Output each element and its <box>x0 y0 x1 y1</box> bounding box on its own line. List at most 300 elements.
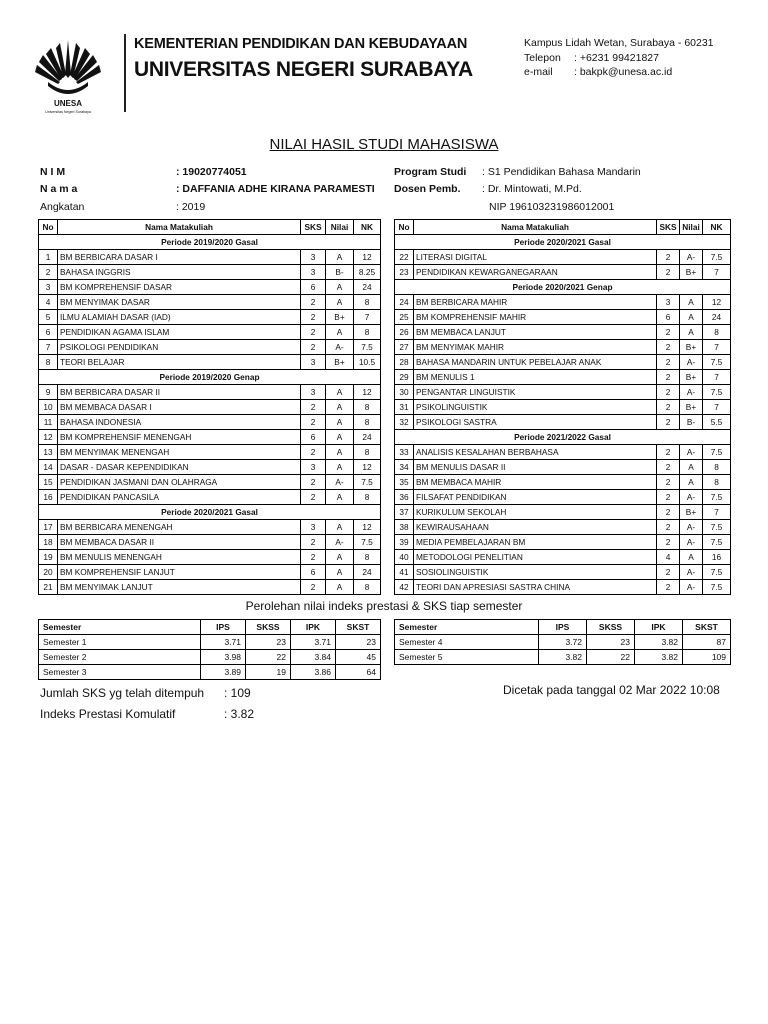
col-ipk: IPK <box>635 620 683 635</box>
course-no: 3 <box>39 280 58 295</box>
course-row <box>395 370 731 385</box>
course-nk: 12 <box>354 385 381 400</box>
course-sks: 2 <box>301 535 326 550</box>
semester-semester: Semester 2 <box>39 650 201 665</box>
course-grade: B+ <box>680 505 703 520</box>
course-row <box>395 460 731 475</box>
semester-ipk: 3.82 <box>635 635 683 650</box>
course-name: BM MENULIS 1 <box>414 370 657 385</box>
course-grade: B+ <box>680 370 703 385</box>
course-no: 38 <box>395 520 414 535</box>
course-no: 18 <box>39 535 58 550</box>
course-sks: 3 <box>301 265 326 280</box>
course-table-right <box>394 219 731 595</box>
course-nk: 8 <box>354 550 381 565</box>
course-no: 35 <box>395 475 414 490</box>
course-no: 36 <box>395 490 414 505</box>
course-no: 5 <box>39 310 58 325</box>
course-no: 37 <box>395 505 414 520</box>
col-semester: Semester <box>39 620 201 635</box>
course-row <box>395 355 731 370</box>
course-grade: A- <box>680 355 703 370</box>
university-name: UNIVERSITAS NEGERI SURABAYA <box>134 58 473 81</box>
course-nk: 7.5 <box>703 565 731 580</box>
unesa-logo <box>34 38 102 114</box>
course-no: 41 <box>395 565 414 580</box>
course-nk: 7.5 <box>703 580 731 595</box>
course-row <box>39 295 381 310</box>
period-row <box>395 235 731 250</box>
semester-ipk: 3.71 <box>291 635 336 650</box>
course-no: 33 <box>395 445 414 460</box>
course-nk: 8 <box>354 580 381 595</box>
course-sks: 2 <box>657 565 680 580</box>
col-no: No <box>395 220 414 235</box>
course-name: KEWIRAUSAHAAN <box>414 520 657 535</box>
course-sks: 2 <box>657 460 680 475</box>
course-name: BM MENULIS DASAR II <box>414 460 657 475</box>
course-nk: 7 <box>703 370 731 385</box>
course-sks: 6 <box>301 430 326 445</box>
course-grade: B- <box>326 265 354 280</box>
course-grade: A <box>326 445 354 460</box>
course-row <box>39 460 381 475</box>
course-row <box>395 265 731 280</box>
course-name: FILSAFAT PENDIDIKAN <box>414 490 657 505</box>
course-row <box>395 415 731 430</box>
semester-semester: Semester 4 <box>395 635 539 650</box>
course-no: 21 <box>39 580 58 595</box>
course-sks: 2 <box>657 445 680 460</box>
course-name: MEDIA PEMBELAJARAN BM <box>414 535 657 550</box>
course-row <box>39 265 381 280</box>
course-nk: 24 <box>354 430 381 445</box>
course-nk: 7.5 <box>703 520 731 535</box>
course-sks: 2 <box>301 295 326 310</box>
prodi-value: : S1 Pendidikan Bahasa Mandarin <box>482 166 641 178</box>
course-name: PENDIDIKAN KEWARGANEGARAAN <box>414 265 657 280</box>
course-sks: 2 <box>301 400 326 415</box>
course-name: BM MENYIMAK MENENGAH <box>58 445 301 460</box>
course-row <box>39 280 381 295</box>
semester-skss: 23 <box>246 635 291 650</box>
course-no: 4 <box>39 295 58 310</box>
course-name: BM KOMPREHENSIF MENENGAH <box>58 430 301 445</box>
semester-skss: 19 <box>246 665 291 680</box>
course-row <box>395 490 731 505</box>
course-sks: 3 <box>301 355 326 370</box>
email-line <box>524 65 714 80</box>
course-nk: 8 <box>354 415 381 430</box>
email-label: e-mail <box>524 66 553 78</box>
course-sks: 2 <box>657 265 680 280</box>
semester-skss: 22 <box>587 650 635 665</box>
course-row <box>39 340 381 355</box>
course-nk: 8 <box>354 295 381 310</box>
course-grade: A <box>680 325 703 340</box>
course-sks: 6 <box>301 565 326 580</box>
period-row <box>395 280 731 295</box>
course-grade: A <box>326 415 354 430</box>
course-sks: 6 <box>301 280 326 295</box>
course-row <box>395 250 731 265</box>
print-date: Dicetak pada tanggal 02 Mar 2022 10:08 <box>503 683 720 697</box>
course-grade: A <box>326 490 354 505</box>
course-nk: 7 <box>703 505 731 520</box>
course-grade: A- <box>680 520 703 535</box>
course-grade: A <box>326 430 354 445</box>
col-course: Nama Matakuliah <box>414 220 657 235</box>
course-sks: 2 <box>657 505 680 520</box>
semester-row <box>39 635 381 650</box>
period-label: Periode 2020/2021 Gasal <box>39 505 381 520</box>
course-no: 13 <box>39 445 58 460</box>
logo-subtext: Universitas Negeri Surabaya <box>45 110 91 114</box>
course-sks: 2 <box>301 340 326 355</box>
course-name: BM MENULIS MENENGAH <box>58 550 301 565</box>
course-grade: A <box>326 280 354 295</box>
course-grade: A- <box>680 565 703 580</box>
course-row <box>395 550 731 565</box>
logo-text: UNESA <box>53 99 83 108</box>
nim-value: : 19020774051 <box>176 166 247 178</box>
course-sks: 2 <box>301 415 326 430</box>
period-label: Periode 2020/2021 Genap <box>395 280 731 295</box>
course-no: 27 <box>395 340 414 355</box>
course-name: BM KOMPREHENSIF MAHIR <box>414 310 657 325</box>
course-row <box>39 565 381 580</box>
course-row <box>395 475 731 490</box>
course-nk: 7.5 <box>703 250 731 265</box>
semester-ips: 3.72 <box>539 635 587 650</box>
semester-row <box>395 650 731 665</box>
course-no: 11 <box>39 415 58 430</box>
semester-skst: 45 <box>336 650 381 665</box>
course-no: 25 <box>395 310 414 325</box>
course-name: BM BERBICARA MAHIR <box>414 295 657 310</box>
summary-header-row <box>39 620 381 635</box>
phone-label: Telepon <box>524 51 561 64</box>
course-nk: 7.5 <box>703 535 731 550</box>
angkatan-label: Angkatan <box>40 201 85 213</box>
course-name: ILMU ALAMIAH DASAR (IAD) <box>58 310 301 325</box>
course-row <box>395 505 731 520</box>
semester-skst: 109 <box>683 650 731 665</box>
summary-header-row <box>395 620 731 635</box>
course-nk: 12 <box>354 520 381 535</box>
semester-semester: Semester 5 <box>395 650 539 665</box>
semester-skss: 22 <box>246 650 291 665</box>
course-nk: 8 <box>354 445 381 460</box>
col-semester: Semester <box>395 620 539 635</box>
ministry-name: KEMENTERIAN PENDIDIKAN DAN KEBUDAYAAN <box>134 36 468 52</box>
course-sks: 2 <box>657 340 680 355</box>
course-row <box>395 295 731 310</box>
course-nk: 7.5 <box>703 385 731 400</box>
course-sks: 2 <box>301 445 326 460</box>
course-name: BM MEMBACA LANJUT <box>414 325 657 340</box>
summary-table-left <box>38 619 381 680</box>
course-row <box>395 445 731 460</box>
course-name: BM MEMBACA MAHIR <box>414 475 657 490</box>
course-name: TEORI DAN APRESIASI SASTRA CHINA <box>414 580 657 595</box>
course-grade: B+ <box>680 400 703 415</box>
course-grade: A <box>680 475 703 490</box>
course-nk: 12 <box>703 295 731 310</box>
course-name: LITERASI DIGITAL <box>414 250 657 265</box>
course-sks: 2 <box>657 325 680 340</box>
course-no: 22 <box>395 250 414 265</box>
course-sks: 6 <box>657 310 680 325</box>
course-nk: 7 <box>703 265 731 280</box>
col-ips: IPS <box>539 620 587 635</box>
course-nk: 12 <box>354 250 381 265</box>
course-name: DASAR - DASAR KEPENDIDIKAN <box>58 460 301 475</box>
course-nk: 8 <box>703 325 731 340</box>
course-grade: A- <box>326 340 354 355</box>
name-value: : DAFFANIA ADHE KIRANA PARAMESTI <box>176 183 375 195</box>
period-label: Periode 2019/2020 Gasal <box>39 235 381 250</box>
period-row <box>39 505 381 520</box>
course-sks: 2 <box>657 415 680 430</box>
course-sks: 2 <box>657 385 680 400</box>
course-row <box>395 400 731 415</box>
semester-ipk: 3.84 <box>291 650 336 665</box>
course-nk: 12 <box>354 460 381 475</box>
dosen-value: : Dr. Mintowati, M.Pd. <box>482 183 582 195</box>
course-row <box>395 310 731 325</box>
course-row <box>39 355 381 370</box>
course-name: BM MENYIMAK MAHIR <box>414 340 657 355</box>
table-header-row <box>395 220 731 235</box>
col-skss: SKSS <box>587 620 635 635</box>
course-name: PENGANTAR LINGUISTIK <box>414 385 657 400</box>
col-grade: Nilai <box>680 220 703 235</box>
summary-table-right <box>394 619 731 665</box>
semester-row <box>395 635 731 650</box>
col-sks: SKS <box>301 220 326 235</box>
course-row <box>39 535 381 550</box>
course-no: 30 <box>395 385 414 400</box>
col-skst: SKST <box>683 620 731 635</box>
course-grade: B+ <box>680 265 703 280</box>
course-nk: 8 <box>354 490 381 505</box>
course-row <box>395 565 731 580</box>
course-name: BAHASA INDONESIA <box>58 415 301 430</box>
course-sks: 2 <box>657 250 680 265</box>
course-name: BM MENYIMAK DASAR <box>58 295 301 310</box>
period-row <box>39 370 381 385</box>
header-divider <box>124 34 126 112</box>
course-grade: A <box>326 400 354 415</box>
course-grade: B+ <box>326 355 354 370</box>
course-name: BM BERBICARA MENENGAH <box>58 520 301 535</box>
course-sks: 2 <box>657 475 680 490</box>
course-grade: A <box>326 520 354 535</box>
course-row <box>39 445 381 460</box>
ipk-value: : 3.82 <box>224 707 255 721</box>
course-nk: 8 <box>703 460 731 475</box>
course-grade: A- <box>680 580 703 595</box>
course-name: SOSIOLINGUISTIK <box>414 565 657 580</box>
course-name: KURIKULUM SEKOLAH <box>414 505 657 520</box>
course-sks: 2 <box>657 370 680 385</box>
semester-ipk: 3.82 <box>635 650 683 665</box>
course-no: 29 <box>395 370 414 385</box>
course-row <box>39 415 381 430</box>
course-nk: 7.5 <box>354 475 381 490</box>
course-sks: 3 <box>657 295 680 310</box>
course-grade: A- <box>326 475 354 490</box>
course-name: BM MEMBACA DASAR II <box>58 535 301 550</box>
course-name: METODOLOGI PENELITIAN <box>414 550 657 565</box>
course-name: PENDIDIKAN JASMANI DAN OLAHRAGA <box>58 475 301 490</box>
dosen-label: Dosen Pemb. <box>394 183 461 195</box>
course-row <box>39 400 381 415</box>
course-no: 1 <box>39 250 58 265</box>
course-row <box>39 310 381 325</box>
course-row <box>39 430 381 445</box>
course-sks: 2 <box>301 550 326 565</box>
course-grade: A- <box>680 535 703 550</box>
col-ipk: IPK <box>291 620 336 635</box>
semester-ips: 3.71 <box>201 635 246 650</box>
col-ips: IPS <box>201 620 246 635</box>
course-row <box>395 325 731 340</box>
semester-semester: Semester 1 <box>39 635 201 650</box>
course-nk: 8 <box>354 325 381 340</box>
course-nk: 7 <box>703 400 731 415</box>
period-row <box>39 235 381 250</box>
course-name: BM MENYIMAK LANJUT <box>58 580 301 595</box>
course-nk: 7.5 <box>354 535 381 550</box>
email-value[interactable]: : bakpk@unesa.ac.id <box>574 66 673 78</box>
course-no: 6 <box>39 325 58 340</box>
course-no: 8 <box>39 355 58 370</box>
course-no: 16 <box>39 490 58 505</box>
course-sks: 2 <box>301 325 326 340</box>
course-name: BM MEMBACA DASAR I <box>58 400 301 415</box>
col-nk: NK <box>354 220 381 235</box>
course-name: PENDIDIKAN AGAMA ISLAM <box>58 325 301 340</box>
course-grade: B+ <box>680 340 703 355</box>
course-row <box>395 580 731 595</box>
semester-row <box>39 650 381 665</box>
period-label: Periode 2021/2022 Gasal <box>395 430 731 445</box>
course-no: 28 <box>395 355 414 370</box>
course-name: BM KOMPREHENSIF LANJUT <box>58 565 301 580</box>
course-no: 39 <box>395 535 414 550</box>
address: Kampus Lidah Wetan, Surabaya - 60231 <box>524 37 714 49</box>
course-nk: 8.25 <box>354 265 381 280</box>
course-nk: 7.5 <box>703 355 731 370</box>
course-sks: 3 <box>301 385 326 400</box>
course-name: ANALISIS KESALAHAN BERBAHASA <box>414 445 657 460</box>
course-row <box>39 490 381 505</box>
course-sks: 4 <box>657 550 680 565</box>
ipk-label: Indeks Prestasi Komulatif <box>40 707 176 721</box>
course-sks: 2 <box>301 490 326 505</box>
course-nk: 7 <box>354 310 381 325</box>
summary-title: Perolehan nilai indeks prestasi & SKS tiap semester <box>245 599 523 613</box>
course-name: BM KOMPREHENSIF DASAR <box>58 280 301 295</box>
course-row <box>39 550 381 565</box>
course-name: BM BERBICARA DASAR I <box>58 250 301 265</box>
course-no: 24 <box>395 295 414 310</box>
course-nk: 24 <box>354 565 381 580</box>
course-row <box>395 535 731 550</box>
course-sks: 2 <box>657 520 680 535</box>
course-nk: 8 <box>354 400 381 415</box>
semester-semester: Semester 3 <box>39 665 201 680</box>
course-grade: A <box>326 550 354 565</box>
course-sks: 3 <box>301 250 326 265</box>
semester-ips: 3.89 <box>201 665 246 680</box>
course-grade: A <box>326 565 354 580</box>
course-name: BAHASA MANDARIN UNTUK PEBELAJAR ANAK <box>414 355 657 370</box>
course-row <box>39 325 381 340</box>
course-sks: 2 <box>657 535 680 550</box>
course-sks: 2 <box>657 355 680 370</box>
col-nk: NK <box>703 220 731 235</box>
course-grade: A- <box>680 385 703 400</box>
prodi-label: Program Studi <box>394 166 467 178</box>
course-sks: 3 <box>301 460 326 475</box>
course-row <box>39 475 381 490</box>
total-sks-value: : 109 <box>224 686 251 700</box>
name-label: N a m a <box>40 183 78 195</box>
course-table-left <box>38 219 381 595</box>
course-no: 9 <box>39 385 58 400</box>
course-row <box>395 385 731 400</box>
course-no: 34 <box>395 460 414 475</box>
course-name: PENDIDIKAN PANCASILA <box>58 490 301 505</box>
phone-line <box>524 51 714 66</box>
course-row <box>395 520 731 535</box>
course-nk: 10.5 <box>354 355 381 370</box>
course-nk: 8 <box>703 475 731 490</box>
semester-skst: 23 <box>336 635 381 650</box>
course-row <box>39 385 381 400</box>
course-nk: 5.5 <box>703 415 731 430</box>
course-grade: A <box>326 250 354 265</box>
course-grade: A <box>326 295 354 310</box>
nip-value: NIP 196103231986012001 <box>489 201 615 213</box>
course-no: 15 <box>39 475 58 490</box>
course-grade: A <box>326 325 354 340</box>
col-skst: SKST <box>336 620 381 635</box>
course-no: 12 <box>39 430 58 445</box>
total-sks-label: Jumlah SKS yg telah ditempuh <box>40 686 205 700</box>
course-no: 10 <box>39 400 58 415</box>
course-nk: 24 <box>354 280 381 295</box>
course-no: 19 <box>39 550 58 565</box>
course-no: 14 <box>39 460 58 475</box>
course-no: 2 <box>39 265 58 280</box>
course-row <box>39 250 381 265</box>
course-no: 20 <box>39 565 58 580</box>
course-sks: 2 <box>301 475 326 490</box>
course-grade: B+ <box>326 310 354 325</box>
course-grade: A- <box>680 490 703 505</box>
course-no: 40 <box>395 550 414 565</box>
course-sks: 2 <box>657 580 680 595</box>
period-row <box>395 430 731 445</box>
course-sks: 2 <box>301 580 326 595</box>
semester-skss: 23 <box>587 635 635 650</box>
course-sks: 2 <box>301 310 326 325</box>
course-grade: A <box>680 550 703 565</box>
